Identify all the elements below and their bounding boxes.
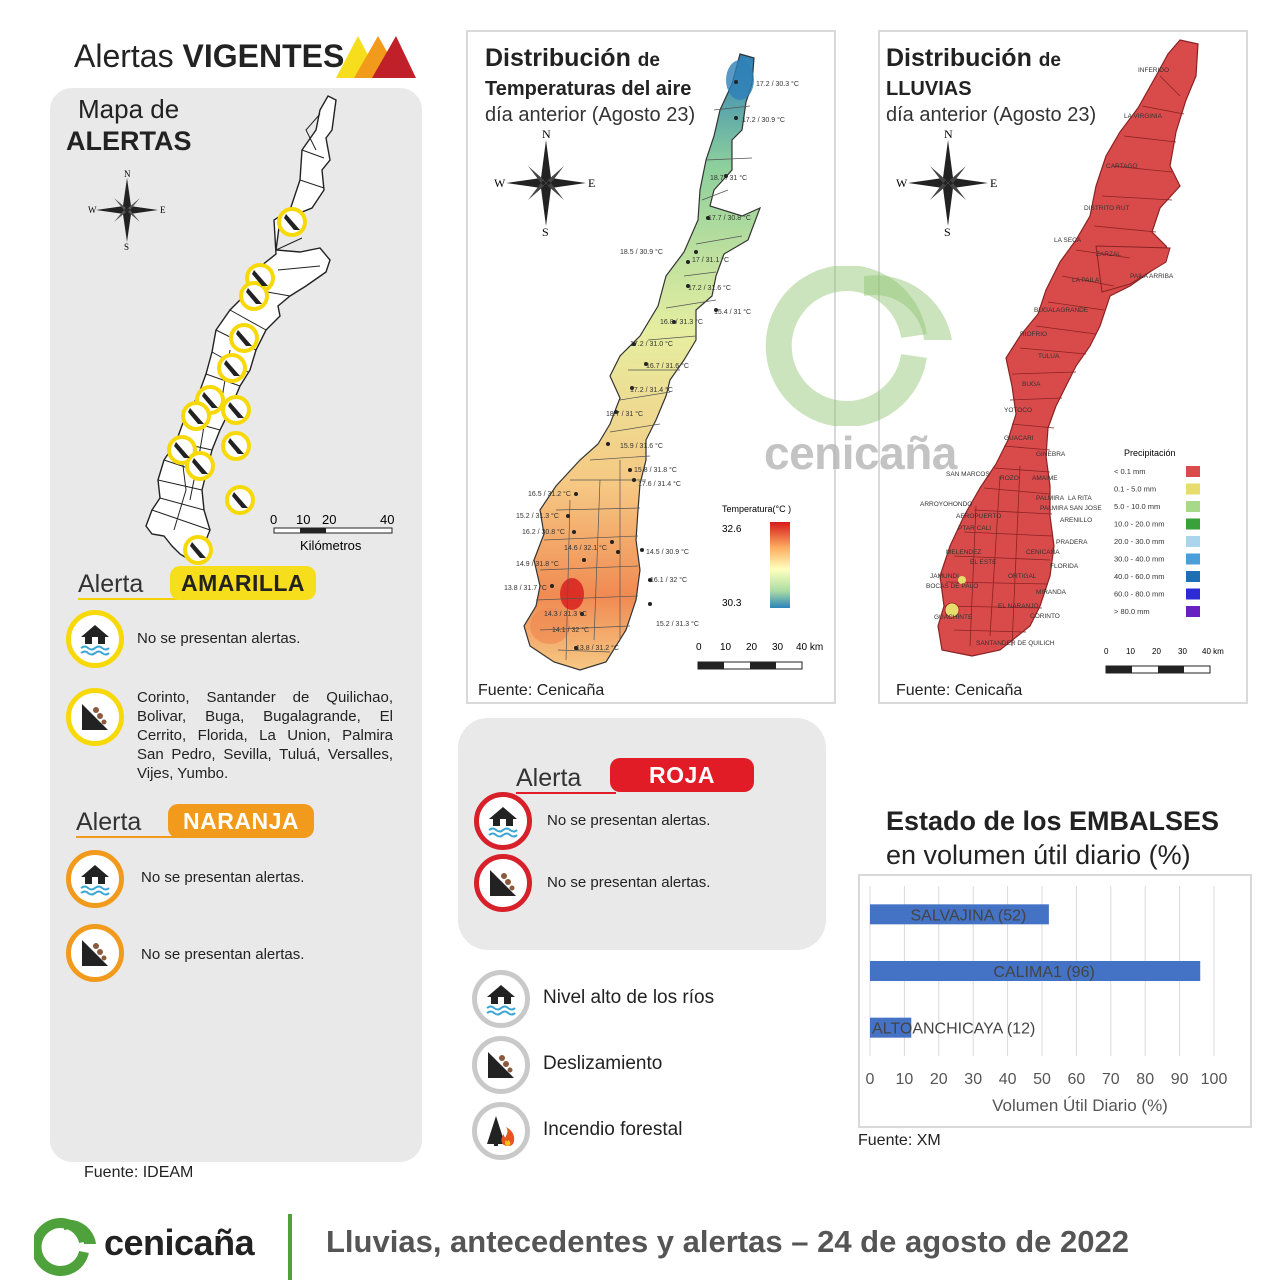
temp-label-3: 17.7 / 30.8 °C [708, 215, 751, 222]
temp-scale-10: 10 [720, 642, 732, 653]
rain-legend-label: 0.1 - 5.0 mm [1114, 484, 1157, 494]
temp-legend-title: Temperatura(°C ) [722, 504, 792, 514]
temp-label-2: 18.7 / 31 °C [710, 175, 748, 182]
x-tick-label: 100 [1200, 1071, 1228, 1088]
rain-legend-swatch [1186, 554, 1200, 565]
temp-scale-40: 40 km [796, 642, 824, 653]
rain-title-b: de [1038, 50, 1061, 71]
rain-place-2: CARTAGO [1106, 163, 1138, 170]
temp-label-17: 15.2 / 31.3 °C [516, 513, 559, 520]
roja-underline [516, 792, 616, 794]
x-tick-label: 60 [1067, 1071, 1086, 1088]
rain-place-34: EL NARANJO [998, 603, 1039, 610]
rain-place-14: GINEBRA [1036, 451, 1066, 458]
reservoirs-title: en volumen útil diario (%) [886, 840, 1191, 870]
roja-river-text: No se presentan alertas. [547, 812, 711, 829]
cenicana-watermark-text: cenicaña [764, 427, 957, 479]
rain-legend-label: 20.0 - 30.0 mm [1114, 537, 1165, 546]
compass-n: N [542, 128, 551, 141]
naranja-underline [76, 836, 176, 838]
amarilla-badge: AMARILLA [170, 566, 316, 600]
temp-legend-min: 30.3 [722, 598, 742, 609]
roja-label: Alerta [516, 764, 582, 792]
amarilla-river-text: No se presentan alertas. [137, 630, 301, 647]
compass-e: E [160, 205, 166, 215]
compass-e: E [588, 176, 596, 190]
rain-place-28: EL ESTE [970, 559, 997, 566]
legend-landslide-label: Deslizamiento [543, 1053, 663, 1074]
rain-legend-swatch [1186, 466, 1200, 477]
temp-label-23: 16.1 / 32 °C [650, 577, 688, 584]
temperature-title-a: Distribución [485, 44, 631, 72]
alerts-header-title [74, 38, 344, 75]
naranja-label: Alerta [76, 808, 142, 836]
river-icon [472, 970, 530, 1028]
alerts-title-bold: VIGENTES [182, 38, 345, 74]
scale-tick-20: 20 [322, 512, 337, 527]
temp-label-0: 17.2 / 30.3 °C [756, 81, 799, 88]
rain-title-a: Distribución [886, 44, 1032, 72]
cenicana-watermark-logo-icon [764, 266, 964, 426]
rain-place-3: DISTRITO RUT [1084, 205, 1130, 212]
temp-label-26: 15.2 / 31.3 °C [656, 621, 699, 628]
rain-place-0: INFERIDO [1138, 67, 1170, 74]
temp-label-15: 17.6 / 31.4 °C [638, 481, 681, 488]
temp-label-18: 16.2 / 30.8 °C [522, 529, 565, 536]
rain-legend-label: 5.0 - 10.0 mm [1114, 502, 1161, 511]
scale-unit: Kilómetros [300, 538, 362, 553]
river-icon [474, 792, 532, 850]
temp-label-16: 16.5 / 31.2 °C [528, 491, 571, 498]
rain-place-32: BOCAS DE PALO [926, 583, 979, 590]
x-tick-label: 70 [1101, 1071, 1120, 1088]
temp-label-24: 14.3 / 31.3 °C [544, 611, 587, 618]
rain-legend-swatch [1186, 589, 1200, 600]
legend-fire-label: Incendio forestal [543, 1119, 683, 1140]
temperature-map-subtitle: día anterior (Agosto 23) [485, 104, 696, 126]
landslide-icon [66, 688, 124, 746]
landslide-icon [472, 1036, 530, 1094]
temp-scale-30: 30 [772, 642, 784, 653]
landslide-icon [66, 924, 124, 982]
compass-n: N [944, 128, 953, 141]
rain-place-22: PALMIRA SAN JOSE [1040, 505, 1102, 512]
rain-place-26: MELENDEZ [946, 549, 982, 556]
rain-place-15: SAN MARCOS [946, 471, 990, 478]
x-tick-label: 90 [1170, 1071, 1189, 1088]
alert-map-title-1: Mapa de [78, 94, 180, 124]
rain-place-21: LA RITA [1068, 495, 1092, 502]
rain-place-24: PTAR CALI [958, 525, 992, 532]
rain-place-37: SANTANDER DE QUILICH [976, 640, 1055, 647]
rain-legend-label: 40.0 - 60.0 mm [1114, 572, 1165, 581]
temp-label-11: 17.2 / 31.4 °C [630, 387, 673, 394]
x-tick-label: 40 [998, 1071, 1017, 1088]
rain-legend-swatch [1186, 519, 1200, 530]
compass-w: W [88, 205, 97, 215]
x-tick-label: 10 [895, 1071, 914, 1088]
legend-river-label: Nivel alto de los ríos [543, 987, 715, 1008]
rain-scale-40: 40 km [1202, 647, 1224, 656]
warning-triangles-icon [336, 34, 416, 78]
compass-s: S [944, 225, 951, 238]
x-tick-label: 80 [1136, 1071, 1155, 1088]
alert-map-title-2: ALERTAS [66, 126, 192, 156]
temp-label-6: 17.2 / 31.6 °C [688, 285, 731, 292]
temp-label-7: 15.4 / 31 °C [714, 309, 752, 316]
river-icon [66, 610, 124, 668]
alerts-municipality-map [80, 90, 410, 570]
x-tick-label: 20 [929, 1071, 948, 1088]
footer-title: Lluvias, antecedentes y alertas – 24 de agosto de 2022 [326, 1224, 1129, 1259]
reservoir-bar-label: ALTOANCHICAYA (12) [872, 1020, 1036, 1038]
temp-label-1: 17.2 / 30.9 °C [742, 117, 785, 124]
rain-place-8: BUGALAGRANDE [1034, 307, 1089, 314]
temperature-map-subtitle-bold: Temperaturas del aire [485, 78, 692, 100]
compass-e: E [990, 176, 998, 190]
temp-label-22: 13.8 / 31.7 °C [504, 585, 547, 592]
temp-label-19: 14.6 / 32.1 °C [564, 545, 607, 552]
cenicana-logo-icon [34, 1218, 98, 1276]
rain-scale-10: 10 [1126, 647, 1135, 656]
roja-badge: ROJA [610, 758, 754, 792]
rain-place-19: AEROPUERTO [956, 513, 1002, 520]
rain-legend-swatch [1186, 536, 1200, 547]
temperature-title-b: de [637, 50, 660, 71]
rain-place-9: RIOFRIO [1020, 331, 1048, 338]
rain-legend-label: 30.0 - 40.0 mm [1114, 554, 1165, 564]
reservoirs-source: Fuente: XM [858, 1132, 941, 1149]
compass-s: S [542, 225, 549, 238]
compass-s: S [124, 242, 130, 250]
reservoir-bar-label: CALIMA1 (96) [993, 964, 1095, 981]
river-icon [66, 850, 124, 908]
temperature-source: Fuente: Cenicaña [478, 682, 605, 699]
temp-label-14: 15.8 / 31.8 °C [634, 467, 677, 474]
temp-label-21: 14.9 / 31.8 °C [516, 561, 559, 568]
rain-legend-swatch [1186, 501, 1200, 512]
rain-legend-label: 10.0 - 20.0 mm [1114, 519, 1165, 529]
reservoirs-bar-chart [860, 876, 1250, 1126]
temp-label-20: 14.5 / 30.9 °C [646, 549, 689, 556]
x-tick-label: 30 [964, 1071, 983, 1088]
temp-label-13: 15.9 / 31.6 °C [620, 443, 663, 450]
rain-legend-swatch [1186, 571, 1200, 582]
rain-place-33: MIRANDA [1036, 589, 1066, 596]
footer-divider [288, 1214, 292, 1280]
compass-n: N [124, 170, 131, 179]
landslide-icon [474, 854, 532, 912]
rain-place-31: ORTIGAL [1008, 573, 1037, 580]
naranja-river-text: No se presentan alertas. [141, 869, 305, 886]
rain-source: Fuente: Cenicaña [896, 682, 1023, 699]
rain-place-10: TULUA [1038, 353, 1060, 360]
temp-label-9: 17.2 / 31.0 °C [630, 341, 673, 348]
reservoirs-title-bold: Estado de los EMBALSES [886, 806, 1220, 836]
roja-landslide-text: No se presentan alertas. [547, 874, 711, 891]
scale-tick-0: 0 [270, 512, 278, 527]
temp-label-27: 13.8 / 31.2 °C [576, 645, 619, 652]
temp-label-5: 17 / 31.1 °C [692, 257, 730, 264]
rain-place-5: ZARZAL [1096, 251, 1121, 258]
naranja-landslide-text: No se presentan alertas. [141, 946, 305, 963]
rain-place-7: PAILA ARRIBA [1130, 273, 1174, 280]
ideam-source: Fuente: IDEAM [84, 1164, 194, 1181]
x-tick-label: 0 [865, 1071, 875, 1088]
reservoir-bar-label: SALVAJINA (52) [910, 907, 1027, 925]
scale-tick-40: 40 [380, 512, 395, 527]
amarilla-landslide-text: Corinto, Santander de Quilichao, Bolivar, Buga, Bugalagrande, El Cerrito, Florida, La Union, Palmira San Pedro, Sevilla, Tuluá, Versalles, Vijes, Yumbo. [137, 689, 393, 782]
rain-place-13: GUACARI [1004, 435, 1034, 442]
temp-label-10: 16.7 / 31.6 °C [646, 363, 689, 370]
rain-scale-0: 0 [1104, 647, 1109, 656]
temp-label-25: 14.1 / 32 °C [552, 627, 590, 634]
amarilla-underline [78, 598, 178, 600]
rain-scale-20: 20 [1152, 647, 1161, 656]
rain-place-11: BUGA [1022, 381, 1041, 388]
rain-place-17: AMAIME [1032, 475, 1058, 482]
forest-fire-icon [472, 1102, 530, 1160]
rain-place-16: ROZO [1000, 475, 1019, 482]
naranja-badge: NARANJA [168, 804, 314, 838]
x-tick-label: 50 [1033, 1071, 1051, 1088]
amarilla-label: Alerta [78, 570, 144, 598]
footer-brand: cenicaña [104, 1222, 255, 1263]
rain-map-subtitle: día anterior (Agosto 23) [886, 104, 1097, 126]
x-axis-label: Volumen Útil Diario (%) [992, 1096, 1168, 1115]
rain-legend-label: > 80.0 mm [1114, 607, 1150, 616]
temp-label-8: 16.8 / 31.3 °C [660, 319, 703, 326]
alerts-title-light: Alertas [74, 38, 174, 74]
rain-place-4: LA SECA [1054, 237, 1082, 244]
rain-place-35: GUACHINTE [934, 614, 973, 621]
rain-place-20: PALMIRA [1036, 495, 1065, 502]
scale-tick-10: 10 [296, 512, 311, 527]
rain-place-6: LA PAILA [1072, 277, 1100, 284]
rain-legend-swatch [1186, 606, 1200, 617]
temp-legend-max: 32.6 [722, 524, 742, 535]
rain-place-12: YOTOCO [1004, 407, 1033, 414]
rain-place-36: CORINTO [1030, 613, 1060, 620]
compass-w: W [896, 176, 908, 190]
rain-legend-swatch [1186, 484, 1200, 495]
rain-place-25: PRADERA [1056, 539, 1088, 546]
rain-place-30: JAMUNDI [930, 573, 959, 580]
rain-legend-label: 60.0 - 80.0 mm [1114, 589, 1165, 599]
rain-legend-title: Precipitación [1124, 448, 1176, 458]
compass-w: W [494, 176, 506, 190]
rain-place-1: LA VIRGINIA [1124, 113, 1162, 120]
temp-label-12: 18.7 / 31 °C [606, 411, 644, 418]
rain-place-18: ARROYOHONDO [920, 501, 973, 508]
rain-place-27: CENICAÑA [1026, 549, 1060, 556]
temp-scale-0: 0 [696, 642, 702, 653]
temp-scale-20: 20 [746, 642, 758, 653]
rain-legend-label: < 0.1 mm [1114, 467, 1146, 476]
rain-scale-30: 30 [1178, 647, 1187, 656]
rain-place-29: FLORIDA [1050, 563, 1079, 570]
rain-map-subtitle-bold: LLUVIAS [886, 78, 972, 100]
rain-place-23: ARENILLO [1060, 517, 1093, 524]
temp-label-4: 18.5 / 30.9 °C [620, 249, 663, 256]
